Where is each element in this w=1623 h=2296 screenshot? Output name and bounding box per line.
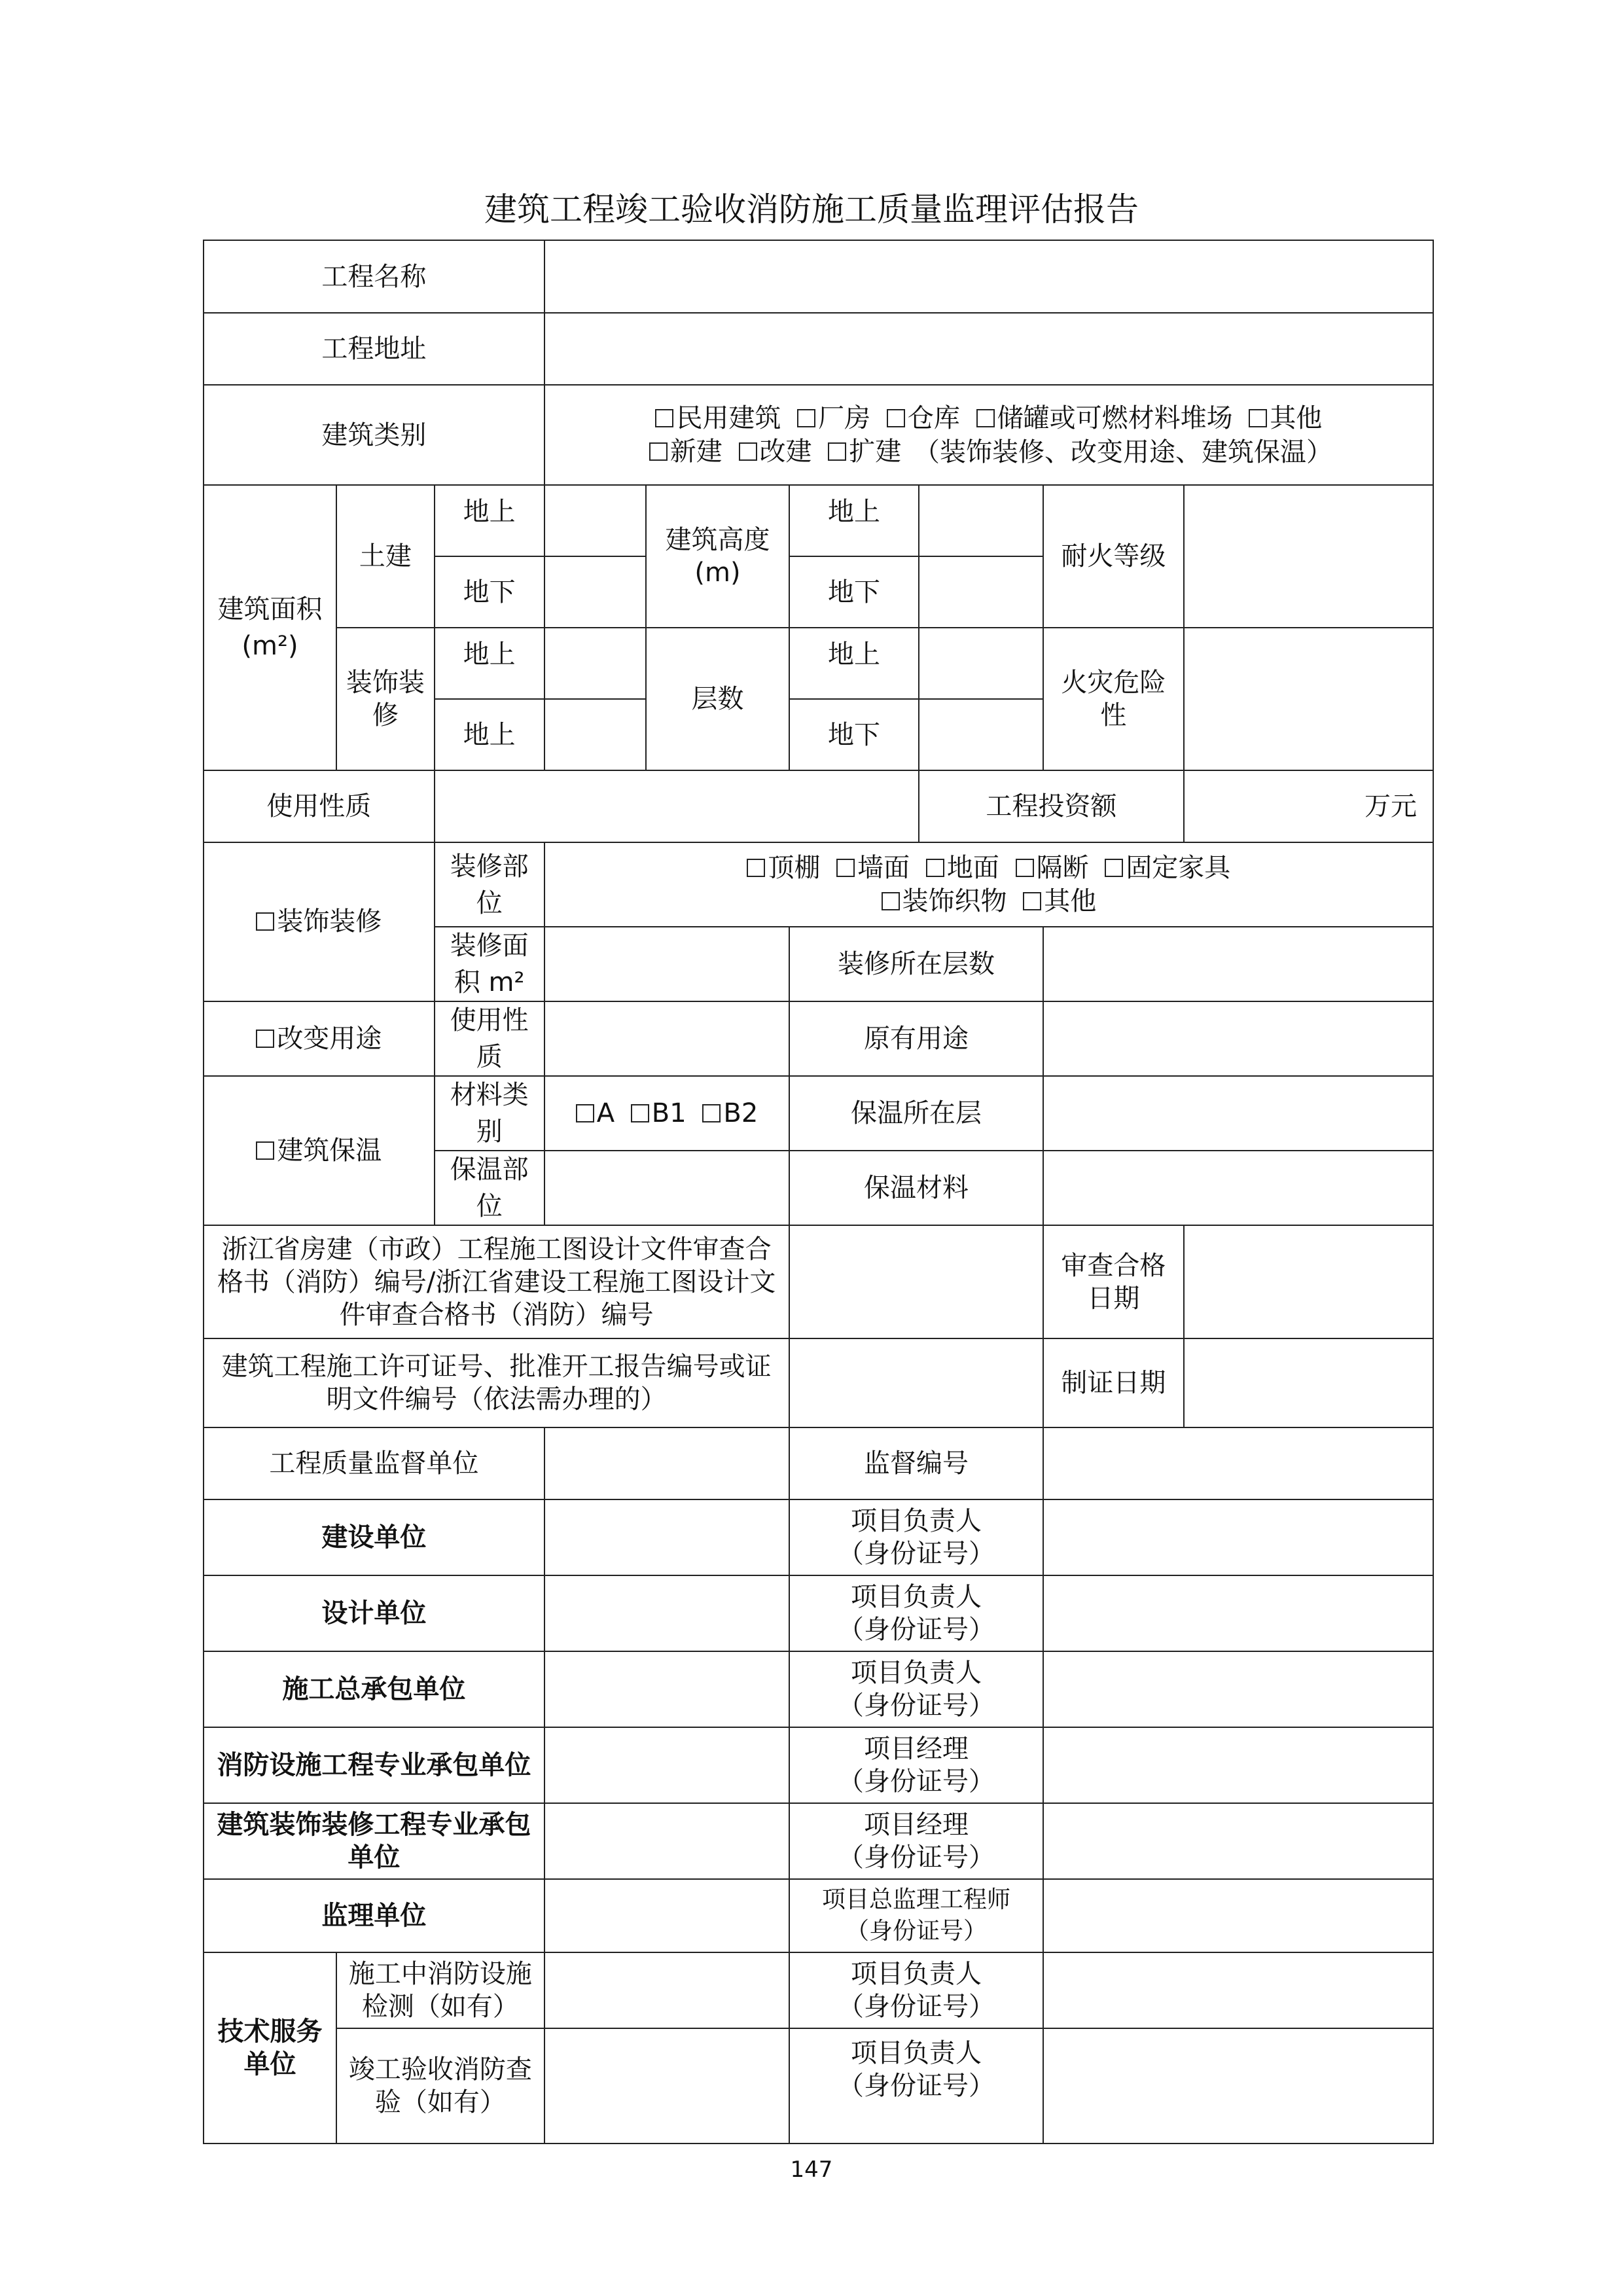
tech-service-item: 施工中消防设施检测（如有） <box>336 1952 544 2028</box>
fire-hazard-label: 火灾危险性 <box>1043 628 1184 770</box>
unit-role: 项目负责人 （身份证号） <box>789 1651 1043 1727</box>
decoration-part-label: 装修部位 <box>435 842 544 927</box>
floors-below-field[interactable] <box>919 699 1043 770</box>
insulation-floor-field[interactable] <box>1043 1076 1433 1151</box>
civil-label: 土建 <box>336 485 435 628</box>
checkbox-box[interactable] <box>256 1141 274 1160</box>
checkbox-box[interactable] <box>882 892 900 910</box>
checkbox-box[interactable] <box>1249 409 1267 427</box>
checkbox-class-b2[interactable]: B2 <box>702 1095 758 1132</box>
civil-below-label: 地下 <box>435 556 544 628</box>
review-certificate-field[interactable] <box>789 1225 1043 1338</box>
investment-label: 工程投资额 <box>919 770 1184 842</box>
building-height-label: 建筑高度(m) <box>646 485 789 628</box>
supervision-number-field[interactable] <box>1043 1427 1433 1499</box>
unit-field[interactable] <box>544 1879 789 1952</box>
civil-above-label: 地上 <box>435 485 544 556</box>
permit-label: 建筑工程施工许可证号、批准开工报告编号或证明文件编号（依法需办理的） <box>204 1338 789 1427</box>
checkbox-warehouse[interactable]: 仓库 <box>887 402 960 435</box>
checkbox-box[interactable] <box>576 1104 594 1122</box>
unit-role-field[interactable] <box>1043 1575 1433 1651</box>
permit-date-field[interactable] <box>1184 1338 1433 1427</box>
unit-role-field[interactable] <box>1043 1803 1433 1879</box>
unit-role-field[interactable] <box>1043 1727 1433 1803</box>
checkbox-box[interactable] <box>649 442 668 461</box>
checkbox-box[interactable] <box>747 859 765 877</box>
original-use-label: 原有用途 <box>789 1001 1043 1076</box>
review-date-field[interactable] <box>1184 1225 1433 1338</box>
building-category-label: 建筑类别 <box>204 385 544 485</box>
tech-service-role: 项目负责人 （身份证号） <box>789 2028 1043 2144</box>
decoration-above-label-2: 地上 <box>435 699 544 770</box>
tech-service-field[interactable] <box>544 1952 789 2028</box>
checkbox-fixed-furniture[interactable]: 固定家具 <box>1105 852 1230 884</box>
tech-service-role-field[interactable] <box>1043 1952 1433 2028</box>
permit-field[interactable] <box>789 1338 1043 1427</box>
unit-role: 项目经理 （身份证号） <box>789 1803 1043 1879</box>
unit-role: 项目总监理工程师 （身份证号） <box>789 1879 1043 1952</box>
checkbox-storage-tank-yard[interactable]: 储罐或可燃材料堆场 <box>976 402 1233 435</box>
decoration-area-field[interactable] <box>544 927 789 1001</box>
unit-name: 消防设施工程专业承包单位 <box>204 1727 544 1803</box>
floors-above-label: 地上 <box>789 628 919 699</box>
material-type-label: 材料类别 <box>435 1076 544 1151</box>
checkbox-partition[interactable]: 隔断 <box>1016 852 1089 884</box>
decoration-above-field-2[interactable] <box>544 699 646 770</box>
supervision-number-label: 监督编号 <box>789 1427 1043 1499</box>
checkbox-insulation[interactable]: 建筑保温 <box>256 1132 382 1169</box>
project-address-field[interactable] <box>544 313 1433 385</box>
checkbox-box[interactable] <box>631 1104 649 1122</box>
investment-unit: 万元 <box>1184 770 1433 842</box>
supervision-unit-field[interactable] <box>544 1427 789 1499</box>
change-use-usage-field[interactable] <box>544 1001 789 1076</box>
supervision-unit-label: 工程质量监督单位 <box>204 1427 544 1499</box>
unit-name: 建设单位 <box>204 1499 544 1575</box>
checkbox-civil-building[interactable]: 民用建筑 <box>655 402 781 435</box>
page-title: 建筑工程竣工验收消防施工质量监理评估报告 <box>484 190 1139 228</box>
floors-label: 层数 <box>646 628 789 770</box>
tech-service-item: 竣工验收消防查验（如有） <box>336 2028 544 2144</box>
checkbox-box[interactable] <box>655 409 673 427</box>
checkbox-new-build[interactable]: 新建 <box>649 435 722 468</box>
checkbox-box[interactable] <box>739 442 757 461</box>
report-form-table <box>203 240 1434 2144</box>
checkbox-box[interactable] <box>926 859 944 877</box>
checkbox-box[interactable] <box>1105 859 1123 877</box>
unit-name: 设计单位 <box>204 1575 544 1651</box>
checkbox-decoration[interactable]: 装饰装修 <box>256 903 382 940</box>
tech-service-field[interactable] <box>544 2028 789 2144</box>
insulation-part-field[interactable] <box>544 1151 789 1225</box>
floors-below-label: 地下 <box>789 699 919 770</box>
decoration-section <box>204 842 435 1001</box>
checkbox-decoration-other[interactable]: 其他 <box>1023 885 1096 918</box>
insulation-material-field[interactable] <box>1043 1151 1433 1225</box>
decoration-part-options <box>544 842 1433 927</box>
category-note: （装饰装修、改变用途、建筑保温） <box>913 437 1332 467</box>
unit-role: 项目负责人 （身份证号） <box>789 1499 1043 1575</box>
change-use-usage-label: 使用性质 <box>435 1001 544 1076</box>
building-category-options <box>544 385 1433 485</box>
usage-field[interactable] <box>435 770 919 842</box>
checkbox-ceiling[interactable]: 顶棚 <box>747 852 820 884</box>
unit-role: 项目经理 （身份证号） <box>789 1727 1043 1803</box>
decoration-above-field[interactable] <box>544 628 646 699</box>
unit-field[interactable] <box>544 1651 789 1727</box>
decoration-area-m2-label: 装修面积 m² <box>435 927 544 1001</box>
checkbox-box[interactable] <box>976 409 995 427</box>
checkbox-decorative-fabric[interactable]: 装饰织物 <box>882 885 1007 918</box>
checkbox-factory[interactable]: 厂房 <box>797 402 870 435</box>
unit-role-field[interactable] <box>1043 1879 1433 1952</box>
tech-service-role-field[interactable] <box>1043 2028 1433 2144</box>
checkbox-box[interactable] <box>836 859 855 877</box>
checkbox-extension[interactable]: 扩建 <box>828 435 901 468</box>
checkbox-class-a[interactable]: A <box>576 1095 615 1132</box>
unit-name: 建筑装饰装修工程专业承包单位 <box>204 1803 544 1879</box>
checkbox-box[interactable] <box>702 1104 721 1122</box>
decoration-floors-field[interactable] <box>1043 927 1433 1001</box>
height-above-label: 地上 <box>789 485 919 556</box>
checkbox-change-use[interactable]: 改变用途 <box>256 1020 382 1057</box>
checkbox-class-b1[interactable]: B1 <box>631 1095 687 1132</box>
fire-resistance-field[interactable] <box>1184 485 1433 628</box>
usage-label: 使用性质 <box>204 770 435 842</box>
checkbox-box[interactable] <box>1023 892 1041 910</box>
review-certificate-label: 浙江省房建（市政）工程施工图设计文件审查合格书（消防）编号/浙江省建设工程施工图设计文件审查合格书（消防）编号 <box>204 1225 789 1338</box>
fire-hazard-field[interactable] <box>1184 628 1433 770</box>
unit-role-field[interactable] <box>1043 1651 1433 1727</box>
height-below-label: 地下 <box>789 556 919 628</box>
project-address-label: 工程地址 <box>204 313 544 385</box>
insulation-section <box>204 1076 435 1225</box>
unit-name: 监理单位 <box>204 1879 544 1952</box>
unit-field[interactable] <box>544 1803 789 1879</box>
checkbox-floor[interactable]: 地面 <box>926 852 999 884</box>
decoration-above-label: 地上 <box>435 628 544 699</box>
tech-service-role: 项目负责人 （身份证号） <box>789 1952 1043 2028</box>
checkbox-box[interactable] <box>797 409 815 427</box>
insulation-part-label: 保温部位 <box>435 1151 544 1225</box>
unit-role-field[interactable] <box>1043 1499 1433 1575</box>
project-name-label: 工程名称 <box>204 240 544 313</box>
civil-above-field[interactable] <box>544 485 646 556</box>
page-number: 147 <box>790 2157 833 2183</box>
decoration-area-label: 装饰装修 <box>336 628 435 770</box>
checkbox-box[interactable] <box>256 912 274 931</box>
building-area-label: 建筑面积(m²) <box>204 485 336 770</box>
project-name-field[interactable] <box>544 240 1433 313</box>
checkbox-box[interactable] <box>828 442 846 461</box>
material-type-options <box>544 1076 789 1151</box>
original-use-field[interactable] <box>1043 1001 1433 1076</box>
decoration-floors-label: 装修所在层数 <box>789 927 1043 1001</box>
tech-service-label: 技术服务单位 <box>204 1952 336 2144</box>
height-below-field[interactable] <box>919 556 1043 628</box>
checkbox-box[interactable] <box>1016 859 1034 877</box>
unit-field[interactable] <box>544 1727 789 1803</box>
fire-resistance-label: 耐火等级 <box>1043 485 1184 628</box>
checkbox-other[interactable]: 其他 <box>1249 402 1322 435</box>
checkbox-box[interactable] <box>887 409 905 427</box>
review-date-label: 审查合格日期 <box>1043 1225 1184 1338</box>
checkbox-wall[interactable]: 墙面 <box>836 852 910 884</box>
unit-field[interactable] <box>544 1575 789 1651</box>
change-use-section <box>204 1001 435 1076</box>
unit-field[interactable] <box>544 1499 789 1575</box>
floors-above-field[interactable] <box>919 628 1043 699</box>
permit-date-label: 制证日期 <box>1043 1338 1184 1427</box>
unit-role: 项目负责人 （身份证号） <box>789 1575 1043 1651</box>
unit-name: 施工总承包单位 <box>204 1651 544 1727</box>
civil-below-field[interactable] <box>544 556 646 628</box>
insulation-material-label: 保温材料 <box>789 1151 1043 1225</box>
checkbox-renovation[interactable]: 改建 <box>739 435 812 468</box>
checkbox-box[interactable] <box>256 1030 274 1048</box>
height-above-field[interactable] <box>919 485 1043 556</box>
insulation-floor-label: 保温所在层 <box>789 1076 1043 1151</box>
